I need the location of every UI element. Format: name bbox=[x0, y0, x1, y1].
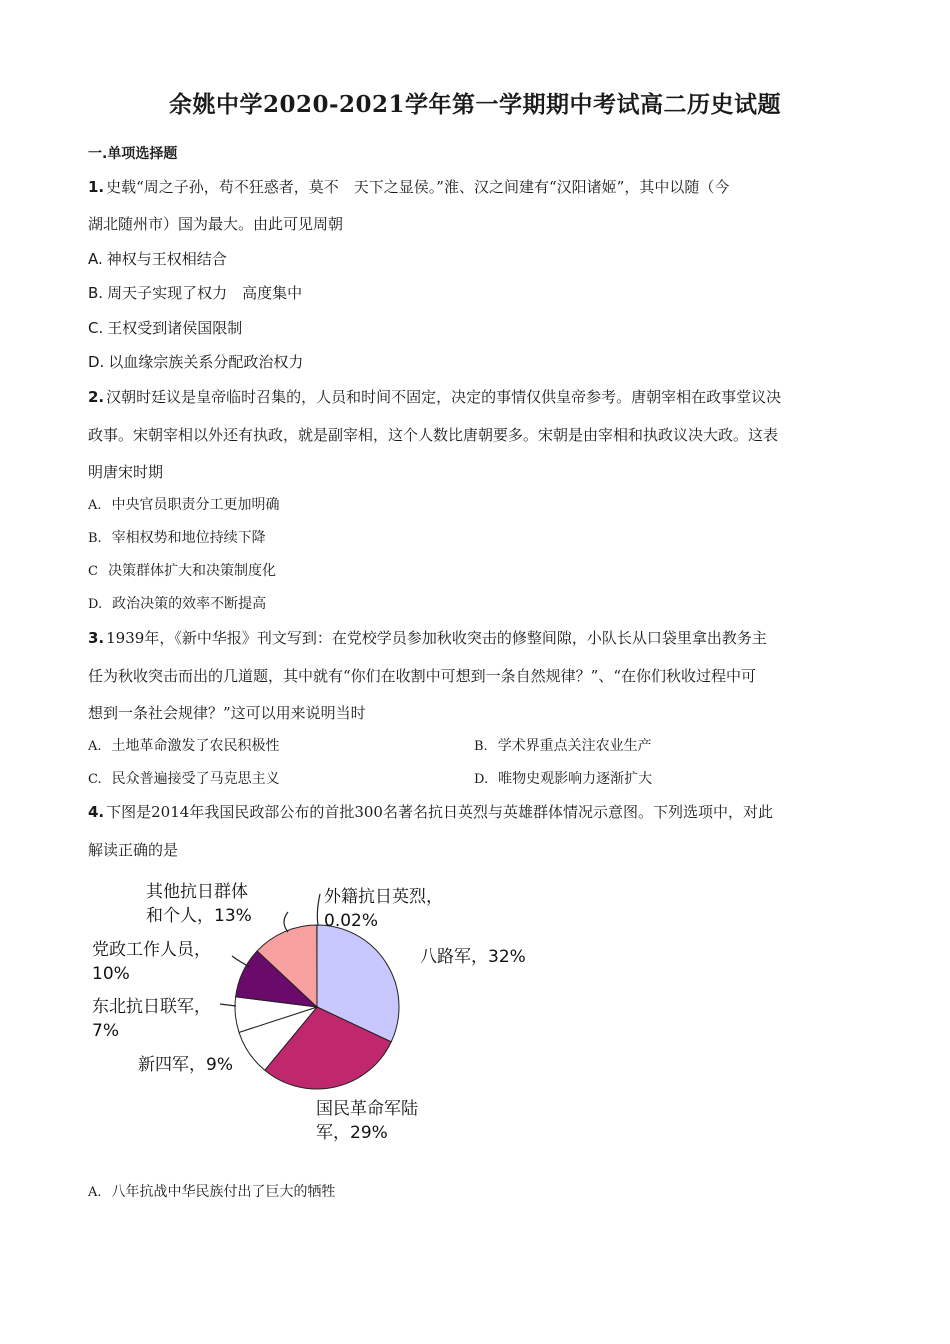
option-text: 民众普遍接受了马克思主义 bbox=[111, 771, 280, 787]
option-1d bbox=[88, 351, 303, 372]
option-4a bbox=[88, 1181, 336, 1201]
option-text: 以血缘宗族关系分配政治权力 bbox=[108, 353, 304, 371]
option-3a bbox=[88, 735, 280, 755]
question-text: 史载“周之子孙，苟不狂惑者，莫不 天下之显侯。”淮、汉之间建有“汉阳诸姬”，其中以随（今 bbox=[106, 178, 730, 196]
pie-label-1: 国民革命军陆军，29% bbox=[316, 1099, 418, 1143]
question-number: 4. bbox=[88, 803, 105, 821]
option-2d bbox=[88, 593, 266, 613]
pie-label-3: 东北抗日联军， 7% bbox=[92, 997, 211, 1041]
option-letter: C. bbox=[88, 772, 102, 787]
question-1-stem-line-2: 湖北随州市）国为最大。由此可见周朝 bbox=[88, 215, 344, 233]
option-text: 周天子实现了权力 高度集中 bbox=[107, 284, 303, 302]
question-4-stem-line-2: 解读正确的是 bbox=[88, 841, 179, 859]
option-2a bbox=[88, 494, 280, 514]
option-text: 唯物史观影响力逐渐扩大 bbox=[498, 771, 653, 787]
option-letter: A. bbox=[88, 739, 102, 754]
option-text: 中央官员职责分工更加明确 bbox=[111, 497, 280, 513]
option-text: 学术界重点关注农业生产 bbox=[497, 738, 652, 754]
option-text: 神权与王权相结合 bbox=[106, 250, 227, 268]
leader-line-4 bbox=[232, 956, 250, 967]
option-2c bbox=[88, 560, 276, 580]
pie-label-5: 其他抗日群体和个人，13% bbox=[146, 882, 252, 926]
option-letter: C bbox=[88, 564, 98, 579]
option-letter: A. bbox=[88, 498, 102, 513]
question-3-stem-line-1 bbox=[88, 627, 767, 648]
pie-label-4: 党政工作人员， 10% bbox=[92, 940, 211, 984]
pie-label-2: 新四军，9% bbox=[138, 1055, 233, 1075]
question-text: 下图是2014年我国民政部公布的首批300名著名抗日英烈与英雄群体情况示意图。下列选项中，对此 bbox=[106, 803, 773, 821]
question-number: 3. bbox=[88, 629, 105, 647]
pie-chart-svg bbox=[84, 872, 544, 1172]
question-number: 2. bbox=[88, 388, 105, 406]
option-1c bbox=[88, 317, 242, 338]
question-3-stem-line-2: 任为秋收突击而出的几道题，其中就有“你们在收割中可想到一条自然规律？”、“在你们秋收过程中可 bbox=[88, 667, 757, 685]
option-3b bbox=[474, 735, 652, 755]
question-text: 汉朝时廷议是皇帝临时召集的，人员和时间不固定，决定的事情仅供皇帝参考。唐朝宰相在政事堂议决 bbox=[106, 388, 782, 406]
option-letter: A. bbox=[88, 1185, 102, 1200]
question-2-stem-line-3: 明唐宋时期 bbox=[88, 463, 164, 481]
question-3-stem-line-3: 想到一条社会规律？”这可以用来说明当时 bbox=[88, 704, 366, 722]
option-letter: B. bbox=[474, 739, 488, 754]
leader-line-6 bbox=[317, 894, 320, 925]
option-letter: B. bbox=[88, 531, 102, 546]
option-letter: D. bbox=[88, 353, 105, 371]
option-1b bbox=[88, 282, 302, 303]
option-2b bbox=[88, 527, 266, 547]
option-1a bbox=[88, 248, 227, 269]
option-letter: D. bbox=[88, 597, 103, 612]
leader-line-5 bbox=[284, 912, 288, 932]
option-text: 八年抗战中华民族付出了巨大的牺牲 bbox=[111, 1184, 336, 1200]
option-text: 政治决策的效率不断提高 bbox=[112, 596, 267, 612]
option-text: 王权受到诸侯国限制 bbox=[107, 319, 243, 337]
option-text: 土地革命激发了农民积极性 bbox=[111, 738, 280, 754]
option-text: 宰相权势和地位持续下降 bbox=[111, 530, 266, 546]
pie-chart bbox=[84, 872, 544, 1172]
page-title: 余姚中学2020-2021学年第一学期期中考试高二历史试题 bbox=[168, 91, 782, 118]
pie-label-0: 八路军，32% bbox=[420, 947, 526, 967]
option-letter: B. bbox=[88, 284, 104, 302]
option-3d bbox=[474, 768, 652, 788]
section-heading: 一.单项选择题 bbox=[88, 146, 178, 162]
question-1-stem-line-1 bbox=[88, 176, 729, 197]
question-4-stem-line-1 bbox=[88, 801, 773, 822]
question-2-stem-line-1 bbox=[88, 386, 781, 407]
pie-label-6: 外籍抗日英烈， 0.02% bbox=[324, 887, 443, 931]
question-number: 1. bbox=[88, 178, 105, 196]
option-letter: A. bbox=[88, 250, 103, 268]
question-text: 1939年，《新中华报》刊文写到：在党校学员参加秋收突击的修整间隙，小队长从口袋里拿出教务主 bbox=[106, 629, 767, 647]
question-2-stem-line-2: 政事。宋朝宰相以外还有执政，就是副宰相，这个人数比唐朝要多。宋朝是由宰相和执政议决大政。这表 bbox=[88, 426, 779, 444]
leader-line-3 bbox=[220, 1004, 236, 1006]
option-3c bbox=[88, 768, 280, 788]
option-letter: C. bbox=[88, 319, 104, 337]
option-letter: D. bbox=[474, 772, 489, 787]
option-text: 决策群体扩大和决策制度化 bbox=[107, 563, 276, 579]
